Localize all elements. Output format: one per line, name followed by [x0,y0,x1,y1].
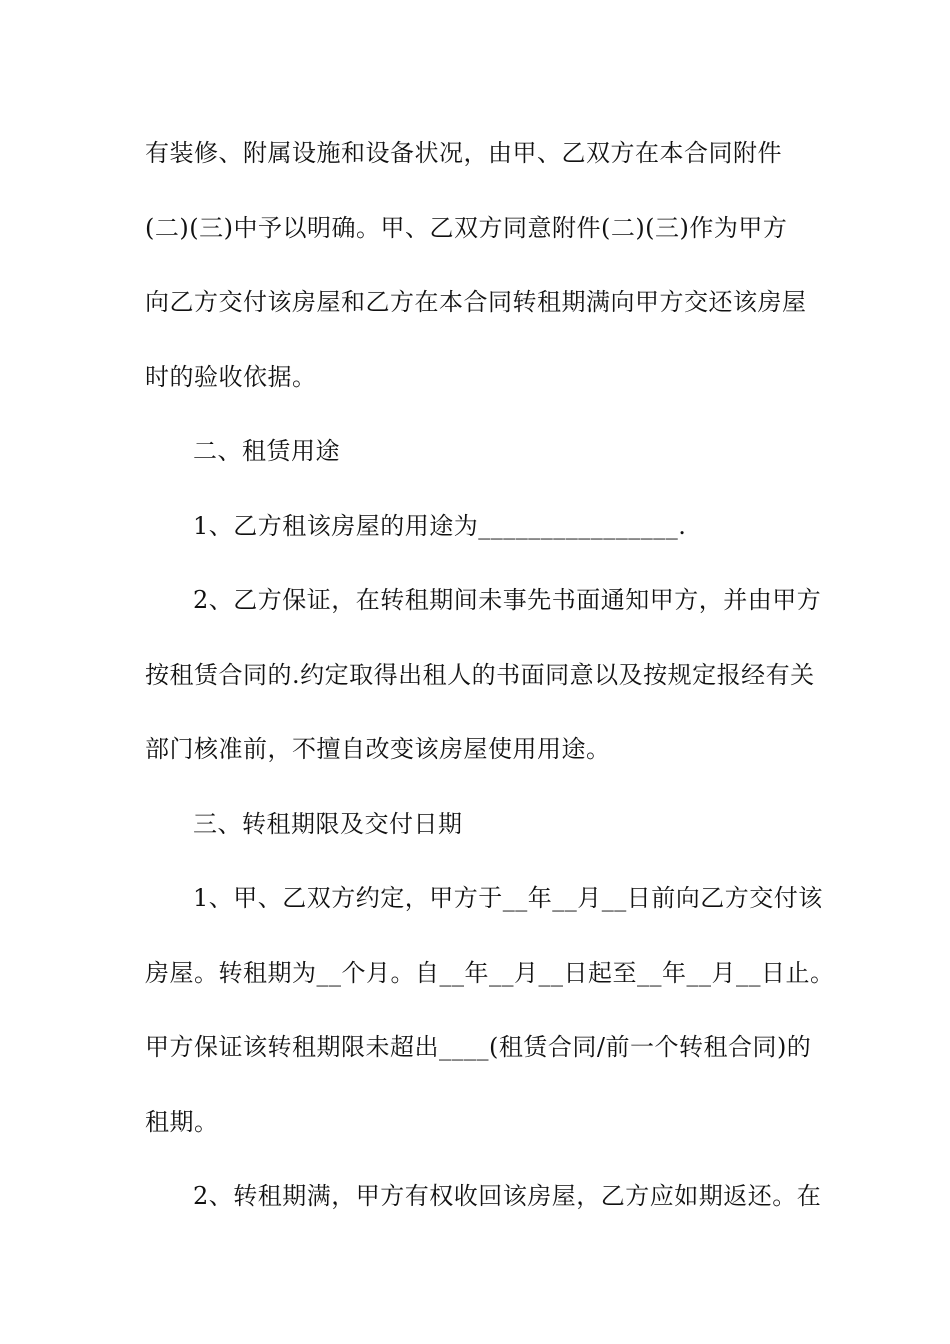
document-body [145,124,835,1242]
section-heading-rental-purpose: 二、租赁用途 [193,437,340,465]
text-line-11: 1、甲、乙双方约定，甲方于__年__月__日前向乙方交付该 [193,884,823,912]
text-line-9: 部门核准前，不擅自改变该房屋使用用途。 [145,735,611,763]
text-line-15: 2、转租期满，甲方有权收回该房屋，乙方应如期返还。在 [193,1182,822,1210]
text-line-8: 按租赁合同的.约定取得出租人的书面同意以及按规定报经有关 [145,660,815,689]
text-line-2: (二)(三)中予以明确。甲、乙双方同意附件(二)(三)作为甲方 [145,213,788,242]
text-line-3: 向乙方交付该房屋和乙方在本合同转租期满向甲方交还该房屋 [145,288,807,316]
text-line-14: 租期。 [145,1107,219,1136]
text-line-7: 2、乙方保证，在转租期间未事先书面通知甲方，并由甲方 [193,586,822,614]
text-line-1: 有装修、附属设施和设备状况，由甲、乙双方在本合同附件 [145,139,782,167]
text-line-4: 时的验收依据。 [145,362,317,391]
text-line-13: 甲方保证该转租期限未超出____(租赁合同/前一个转租合同)的 [145,1033,812,1061]
section-heading-term-and-delivery: 三、转租期限及交付日期 [193,809,463,838]
text-line-6: 1、乙方租该房屋的用途为________________. [193,511,687,540]
text-line-12: 房屋。转租期为__个月。自__年__月__日起至__年__月__日止。 [145,958,835,987]
